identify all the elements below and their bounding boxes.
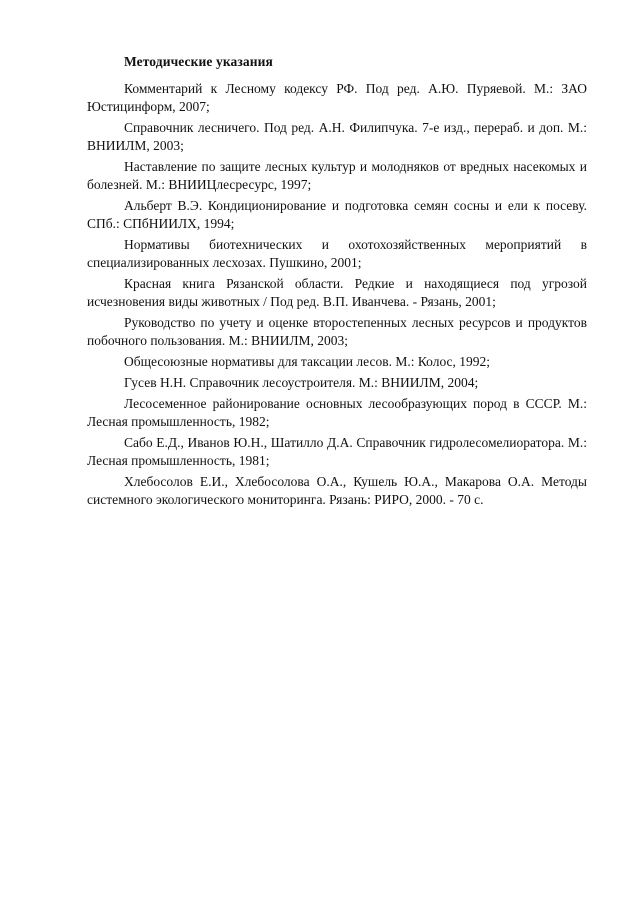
section-heading: Методические указания <box>124 54 273 69</box>
reference-item: Справочник лесничего. Под ред. А.Н. Филипчука. 7-е изд., перераб. и доп. М.: ВНИИЛМ, 2003; <box>87 120 587 153</box>
reference-item: Альберт В.Э. Кондиционирование и подготовка семян сосны и ели к посеву. СПб.: СПбНИИЛХ, 1994; <box>87 198 587 231</box>
reference-item: Комментарий к Лесному кодексу РФ. Под ред. А.Ю. Пуряевой. М.: ЗАО Юстицинформ, 2007; <box>87 81 587 114</box>
reference-item: Красная книга Рязанской области. Редкие и находящиеся под угрозой исчезновения виды животных / Под ред. В.П. Иванчева. - Рязань, 2001; <box>87 276 587 309</box>
reference-list <box>87 80 587 512</box>
reference-item: Лесосеменное районирование основных лесообразующих пород в СССР. М.: Лесная промышленность, 1982; <box>87 396 587 429</box>
reference-item: Руководство по учету и оценке второстепенных лесных ресурсов и продуктов побочного пользования. М.: ВНИИЛМ, 2003; <box>87 315 587 348</box>
reference-item: Сабо Е.Д., Иванов Ю.Н., Шатилло Д.А. Справочник гидролесомелиоратора. М.: Лесная промышленность, 1981; <box>87 435 587 468</box>
reference-item: Общесоюзные нормативы для таксации лесов. М.: Колос, 1992; <box>124 354 491 369</box>
reference-item: Нормативы биотехнических и охотохозяйственных мероприятий в специализированных лесхозах. Пушкино, 2001; <box>87 237 587 270</box>
reference-item: Хлебосолов Е.И., Хлебосолова О.А., Кушель Ю.А., Макарова О.А. Методы системного экологического мониторинга. Рязань: РИРО, 2000. - 70 с. <box>87 474 587 507</box>
reference-item: Наставление по защите лесных культур и молодняков от вредных насекомых и болезней. М.: ВНИИЦлесресурс, 1997; <box>87 159 587 192</box>
reference-item: Гусев Н.Н. Справочник лесоустроителя. М.: ВНИИЛМ, 2004; <box>124 375 479 390</box>
